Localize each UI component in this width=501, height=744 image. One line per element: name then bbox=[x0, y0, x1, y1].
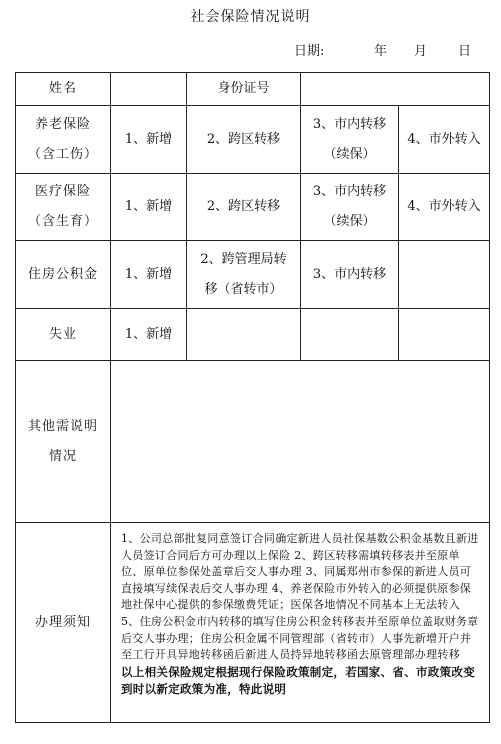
housing-fund-row bbox=[16, 241, 490, 309]
medical-option-in-city-line2: （续保） bbox=[323, 214, 376, 229]
notice-label: 办理须知 bbox=[16, 523, 111, 723]
name-label: 姓名 bbox=[16, 73, 111, 106]
notice-bold-statement: 以上相关保险规定根据现行保险政策制定，若国家、省、市政策改变到时以新定政策为准，特此说明 bbox=[121, 664, 475, 696]
other-value-cell[interactable] bbox=[111, 361, 490, 523]
pension-option-in-city[interactable] bbox=[301, 106, 399, 174]
medical-label bbox=[16, 174, 111, 241]
housing-option-cross-bureau-line2: 移（省转市） bbox=[204, 281, 283, 297]
other-label-line2: 情况 bbox=[48, 448, 77, 464]
pension-option-out-of-city[interactable]: 4、市外转入 bbox=[399, 106, 490, 174]
other-label bbox=[16, 361, 111, 523]
notice-row bbox=[16, 523, 490, 723]
date-label: 日期: bbox=[294, 44, 325, 59]
name-value-cell[interactable] bbox=[111, 73, 187, 106]
date-day-label: 日 bbox=[458, 44, 472, 59]
unemployment-label: 失业 bbox=[16, 309, 111, 361]
housing-empty-cell bbox=[399, 241, 490, 309]
page-title: 社会保险情况说明 bbox=[190, 9, 311, 25]
housing-fund-label: 住房公积金 bbox=[16, 241, 111, 309]
unemployment-empty-cell-3 bbox=[399, 309, 490, 361]
housing-option-in-city[interactable]: 3、市内转移 bbox=[301, 241, 399, 309]
medical-option-cross-district[interactable]: 2、跨区转移 bbox=[187, 174, 301, 241]
pension-label-line2: （含工伤） bbox=[27, 146, 98, 162]
pension-option-in-city-line2: （续保） bbox=[323, 146, 376, 162]
pension-option-in-city-line1: 3、市内转移 bbox=[312, 116, 387, 132]
medical-label-line1: 医疗保险 bbox=[34, 184, 91, 199]
unemployment-row bbox=[16, 309, 490, 361]
medical-label-line2: （含生育） bbox=[27, 214, 98, 229]
medical-option-out-of-city[interactable]: 4、市外转入 bbox=[399, 174, 490, 241]
other-label-line1: 其他需说明 bbox=[27, 418, 98, 434]
insurance-form-table bbox=[15, 72, 490, 723]
name-id-row bbox=[16, 73, 490, 106]
unemployment-empty-cell-2 bbox=[301, 309, 399, 361]
id-value-cell[interactable] bbox=[301, 73, 490, 106]
medical-row bbox=[16, 174, 490, 241]
medical-option-in-city-line1: 3、市内转移 bbox=[312, 184, 387, 199]
housing-option-new[interactable]: 1、新增 bbox=[111, 241, 187, 309]
pension-option-cross-district[interactable]: 2、跨区转移 bbox=[187, 106, 301, 174]
unemployment-empty-cell-1 bbox=[187, 309, 301, 361]
notice-text-cell bbox=[111, 523, 490, 723]
medical-option-in-city[interactable] bbox=[301, 174, 399, 241]
housing-option-cross-bureau[interactable] bbox=[187, 241, 301, 309]
date-year-label: 年 bbox=[374, 44, 388, 59]
pension-row bbox=[16, 106, 490, 174]
pension-option-new[interactable]: 1、新增 bbox=[111, 106, 187, 174]
id-label: 身份证号 bbox=[187, 73, 301, 106]
other-row bbox=[16, 361, 490, 523]
date-month-label: 月 bbox=[414, 44, 428, 59]
notice-body: 1、公司总部批复同意签订合同确定新进人员社保基数公积金基数且新进人员签订合同后方可办理以上保险 2、跨区转移需填转移表并至原单位、原单位参保处盖章后交人事办理 3、同属郑州市参保的新进人员可直接填写续保表后交人事办理 4、养老保险市外转入的必须提供原参保地社保中心提供的参保缴费凭证；医保各地情况不同基本上无法转入 5、住房公积金市内转移的填写住房公积金转移表并至原单位盖取财务章后交人事办理；住房公积金属不同管理部（省转市）人事先新增开户并至工行开具异地转移函后新进人员持异地转移函去原管理部办理转移 bbox=[121, 532, 479, 662]
medical-option-new[interactable]: 1、新增 bbox=[111, 174, 187, 241]
pension-label-line1: 养老保险 bbox=[34, 116, 91, 132]
unemployment-option-new[interactable]: 1、新增 bbox=[111, 309, 187, 361]
pension-label bbox=[16, 106, 111, 174]
housing-option-cross-bureau-line1: 2、跨管理局转 bbox=[200, 251, 287, 267]
